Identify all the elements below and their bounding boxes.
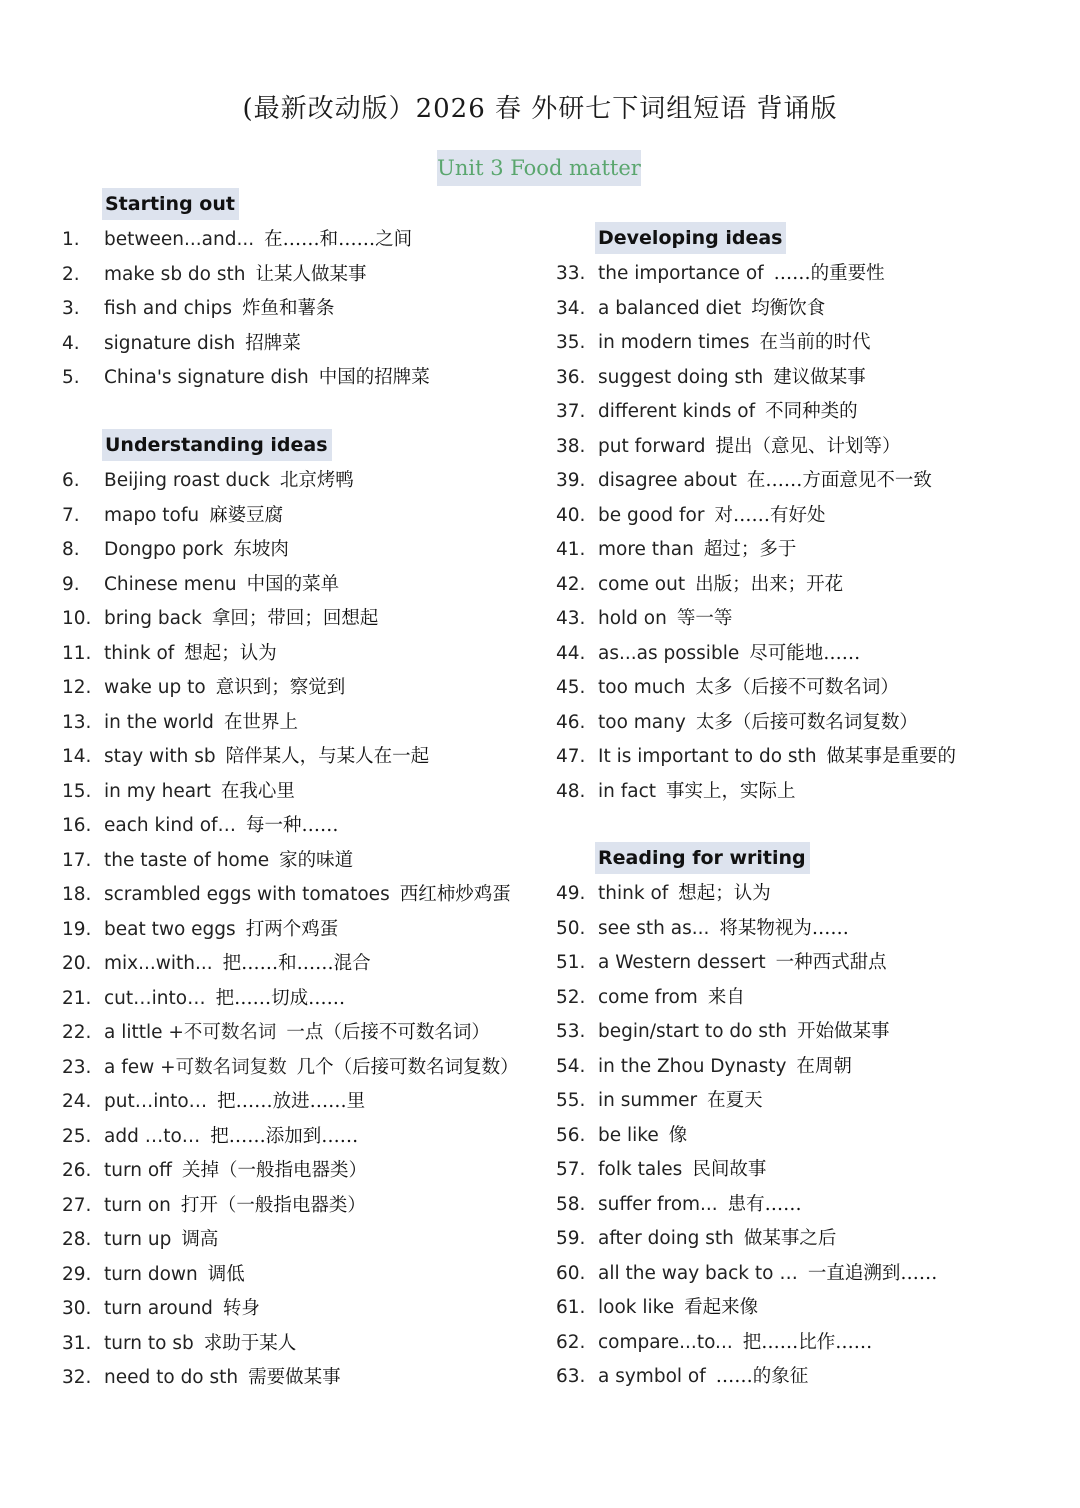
chinese-meaning: 太多（后接可数名词复数） xyxy=(695,711,918,733)
phrase-item xyxy=(62,329,301,359)
chinese-meaning: 西红柿炒鸡蛋 xyxy=(399,884,511,905)
item-number: 16. xyxy=(62,815,92,836)
phrase-item xyxy=(556,397,858,427)
phrase-item xyxy=(556,1328,872,1358)
chinese-meaning: 想起；认为 xyxy=(184,642,277,664)
english-phrase: folk tales xyxy=(598,1159,683,1180)
section-heading: Understanding ideas xyxy=(102,429,332,461)
phrase-item xyxy=(62,1294,260,1324)
item-number: 6. xyxy=(62,470,80,491)
phrase-item xyxy=(62,915,338,945)
item-number: 21. xyxy=(62,987,92,1009)
phrase-item xyxy=(62,673,345,703)
english-phrase: need to do sth xyxy=(104,1367,239,1388)
phrase-item xyxy=(62,1122,358,1152)
english-phrase: wake up to xyxy=(104,677,206,698)
item-number: 24. xyxy=(62,1091,92,1112)
english-phrase: after doing sth xyxy=(598,1228,734,1249)
item-number: 52. xyxy=(556,986,586,1008)
phrase-item xyxy=(556,259,885,289)
item-number: 23. xyxy=(62,1056,92,1078)
english-phrase: Beijing roast duck xyxy=(104,470,270,491)
english-phrase: fish and chips xyxy=(104,298,233,319)
item-number: 14. xyxy=(62,746,92,767)
item-number: 2. xyxy=(62,263,80,285)
phrase-item xyxy=(62,1260,245,1290)
chinese-meaning: 一直追溯到…… xyxy=(807,1262,938,1284)
chinese-meaning: 提出（意见、计划等） xyxy=(715,435,901,457)
english-phrase: think of xyxy=(598,883,669,904)
english-phrase: be good for xyxy=(598,504,705,526)
item-number: 30. xyxy=(62,1298,92,1319)
chinese-meaning: 一种西式甜点 xyxy=(775,952,887,973)
item-number: 58. xyxy=(556,1193,586,1215)
english-phrase: different kinds of xyxy=(598,401,756,422)
chinese-meaning: 把……添加到…… xyxy=(210,1125,359,1147)
phrase-item xyxy=(62,880,511,910)
phrase-item xyxy=(62,984,345,1014)
item-number: 4. xyxy=(62,332,80,354)
item-number: 56. xyxy=(556,1124,586,1146)
item-number: 20. xyxy=(62,953,92,974)
chinese-meaning: 在当前的时代 xyxy=(759,332,871,353)
phrase-item xyxy=(556,1052,852,1082)
phrase-item xyxy=(556,708,918,738)
phrase-item xyxy=(62,811,339,841)
english-phrase: signature dish xyxy=(104,332,236,354)
english-phrase: turn up xyxy=(104,1229,172,1250)
phrase-item xyxy=(62,708,298,738)
phrase-item xyxy=(556,328,871,358)
english-phrase: put…into… xyxy=(104,1091,208,1112)
chinese-meaning: 调低 xyxy=(207,1263,245,1285)
phrase-item xyxy=(62,1225,218,1255)
item-number: 18. xyxy=(62,884,92,905)
phrase-item xyxy=(556,432,901,462)
item-number: 53. xyxy=(556,1021,586,1042)
chinese-meaning: 把……放进……里 xyxy=(217,1091,366,1112)
item-number: 38. xyxy=(556,435,586,457)
phrase-item xyxy=(62,1329,296,1359)
chinese-meaning: 把……和……混合 xyxy=(222,953,371,974)
chinese-meaning: 家的味道 xyxy=(279,849,354,871)
item-number: 62. xyxy=(556,1331,586,1353)
english-phrase: bring back xyxy=(104,608,202,629)
chinese-meaning: 患有…… xyxy=(727,1193,802,1215)
english-phrase: each kind of… xyxy=(104,815,237,836)
item-number: 37. xyxy=(556,401,586,422)
english-phrase: see sth as... xyxy=(598,917,710,939)
english-phrase: mapo tofu xyxy=(104,504,200,526)
chinese-meaning: 关掉（一般指电器类） xyxy=(181,1160,367,1181)
chinese-meaning: 北京烤鸭 xyxy=(279,470,354,491)
section-heading: Starting out xyxy=(102,188,239,220)
chinese-meaning: 求助于某人 xyxy=(203,1332,297,1354)
phrase-item xyxy=(62,1018,490,1048)
english-phrase: too much xyxy=(598,677,686,698)
phrase-item xyxy=(556,294,825,324)
chinese-meaning: 做某事是重要的 xyxy=(826,746,957,767)
english-phrase: come from xyxy=(598,986,698,1008)
item-number: 54. xyxy=(556,1055,586,1077)
english-phrase: cut…into… xyxy=(104,987,206,1009)
phrase-item xyxy=(556,777,796,807)
phrase-item xyxy=(62,1087,365,1117)
item-number: 22. xyxy=(62,1022,92,1043)
chinese-meaning: 招牌菜 xyxy=(245,332,301,354)
item-number: 17. xyxy=(62,849,92,871)
chinese-meaning: 均衡饮食 xyxy=(751,297,826,319)
item-number: 40. xyxy=(556,504,586,526)
english-phrase: add …to… xyxy=(104,1125,201,1147)
english-phrase: Dongpo pork xyxy=(104,539,224,560)
phrase-item xyxy=(62,1053,519,1083)
phrase-item xyxy=(62,639,277,669)
english-phrase: turn down xyxy=(104,1263,198,1285)
english-phrase: It is important to do sth xyxy=(598,746,817,767)
english-phrase: think of xyxy=(104,642,175,664)
item-number: 11. xyxy=(62,642,92,664)
phrase-item xyxy=(556,1259,937,1289)
chinese-meaning: 民间故事 xyxy=(692,1159,767,1180)
phrase-item xyxy=(556,983,745,1013)
phrase-item xyxy=(62,260,367,290)
phrase-item xyxy=(556,570,843,600)
chinese-meaning: 让某人做某事 xyxy=(255,263,367,285)
chinese-meaning: 一点（后接不可数名词） xyxy=(286,1022,490,1043)
chinese-meaning: 意识到；察觉到 xyxy=(215,677,346,698)
phrase-item xyxy=(556,914,849,944)
english-phrase: a symbol of xyxy=(598,1366,706,1387)
english-phrase: come out xyxy=(598,573,686,595)
chinese-meaning: 打开（一般指电器类） xyxy=(180,1194,366,1216)
phrase-item xyxy=(556,501,825,531)
chinese-meaning: 东坡肉 xyxy=(233,539,289,560)
chinese-meaning: 几个（后接可数名词复数） xyxy=(296,1056,519,1078)
phrase-item xyxy=(62,294,335,324)
english-phrase: beat two eggs xyxy=(104,918,236,940)
item-number: 19. xyxy=(62,918,92,940)
item-number: 31. xyxy=(62,1332,92,1354)
item-number: 29. xyxy=(62,1263,92,1285)
item-number: 32. xyxy=(62,1367,92,1388)
chinese-meaning: 在我心里 xyxy=(220,780,295,802)
phrase-item xyxy=(556,1190,802,1220)
item-number: 55. xyxy=(556,1090,586,1111)
phrase-item xyxy=(556,1293,758,1323)
english-phrase: China's signature dish xyxy=(104,367,309,388)
item-number: 44. xyxy=(556,642,586,664)
english-phrase: scrambled eggs with tomatoes xyxy=(104,884,390,905)
item-number: 15. xyxy=(62,780,92,802)
chinese-meaning: 打两个鸡蛋 xyxy=(245,918,339,940)
english-phrase: compare...to... xyxy=(598,1331,733,1353)
item-number: 63. xyxy=(556,1366,586,1387)
chinese-meaning: 开始做某事 xyxy=(796,1021,890,1042)
item-number: 26. xyxy=(62,1160,92,1181)
item-number: 45. xyxy=(556,677,586,698)
english-phrase: put forward xyxy=(598,435,706,457)
phrase-item xyxy=(62,225,412,255)
chinese-meaning: 在世界上 xyxy=(223,711,298,733)
chinese-meaning: 尽可能地…… xyxy=(749,642,861,664)
chinese-meaning: ……的重要性 xyxy=(773,263,885,284)
item-number: 49. xyxy=(556,883,586,904)
english-phrase: a balanced diet xyxy=(598,297,742,319)
chinese-meaning: 拿回；带回；回想起 xyxy=(211,608,379,629)
english-phrase: disagree about xyxy=(598,470,737,491)
phrase-item xyxy=(556,1086,763,1116)
item-number: 42. xyxy=(556,573,586,595)
item-number: 28. xyxy=(62,1229,92,1250)
english-phrase: a few +可数名词复数 xyxy=(104,1056,287,1078)
chinese-meaning: 需要做某事 xyxy=(248,1367,341,1388)
item-number: 33. xyxy=(556,263,586,284)
phrase-item xyxy=(62,1191,366,1221)
chinese-meaning: 超过；多于 xyxy=(703,539,797,560)
phrase-item xyxy=(556,673,899,703)
phrase-item xyxy=(556,1362,808,1392)
english-phrase: in fact xyxy=(598,780,657,802)
phrase-item xyxy=(62,1363,341,1393)
chinese-meaning: 像 xyxy=(668,1124,688,1146)
english-phrase: the taste of home xyxy=(104,849,270,871)
item-number: 12. xyxy=(62,677,92,698)
chinese-meaning: 太多（后接不可数名词） xyxy=(695,677,899,698)
chinese-meaning: 陪伴某人，与某人在一起 xyxy=(225,746,430,767)
chinese-meaning: 对……有好处 xyxy=(714,504,826,526)
chinese-meaning: 在……和……之间 xyxy=(264,229,413,250)
item-number: 48. xyxy=(556,780,586,802)
item-number: 39. xyxy=(556,470,586,491)
chinese-meaning: 麻婆豆腐 xyxy=(209,504,284,526)
item-number: 41. xyxy=(556,539,586,560)
english-phrase: between...and... xyxy=(104,229,255,250)
english-phrase: stay with sb xyxy=(104,746,216,767)
phrase-item xyxy=(556,742,956,772)
english-phrase: look like xyxy=(598,1297,675,1318)
item-number: 51. xyxy=(556,952,586,973)
chinese-meaning: 中国的招牌菜 xyxy=(318,367,430,388)
phrase-item xyxy=(62,363,430,393)
item-number: 27. xyxy=(62,1194,92,1216)
english-phrase: mix...with... xyxy=(104,953,213,974)
item-number: 50. xyxy=(556,917,586,939)
item-number: 59. xyxy=(556,1228,586,1249)
item-number: 7. xyxy=(62,504,80,526)
chinese-meaning: 在周朝 xyxy=(796,1055,852,1077)
chinese-meaning: 在夏天 xyxy=(707,1090,763,1111)
item-number: 5. xyxy=(62,367,80,388)
chinese-meaning: ……的象征 xyxy=(715,1366,809,1387)
item-number: 35. xyxy=(556,332,586,353)
phrase-item xyxy=(62,777,295,807)
item-number: 43. xyxy=(556,608,586,629)
unit-heading: Unit 3 Food matter xyxy=(437,150,641,186)
phrase-item xyxy=(556,1121,687,1151)
phrase-item xyxy=(62,949,371,979)
phrase-item xyxy=(62,501,283,531)
chinese-meaning: 建议做某事 xyxy=(773,366,866,388)
english-phrase: too many xyxy=(598,711,686,733)
phrase-item xyxy=(556,639,860,669)
chinese-meaning: 看起来像 xyxy=(684,1297,759,1318)
chinese-meaning: 等一等 xyxy=(676,608,733,629)
item-number: 57. xyxy=(556,1159,586,1180)
chinese-meaning: 做某事之后 xyxy=(743,1228,837,1249)
item-number: 34. xyxy=(556,297,586,319)
english-phrase: be like xyxy=(598,1124,659,1146)
phrase-item xyxy=(62,1156,367,1186)
phrase-item xyxy=(62,466,354,496)
english-phrase: in my heart xyxy=(104,780,211,802)
item-number: 9. xyxy=(62,573,80,595)
english-phrase: the importance of xyxy=(598,263,764,284)
section-heading: Developing ideas xyxy=(595,222,786,254)
english-phrase: turn around xyxy=(104,1298,213,1319)
chinese-meaning: 炸鱼和薯条 xyxy=(242,298,335,319)
english-phrase: Chinese menu xyxy=(104,573,237,595)
english-phrase: turn on xyxy=(104,1194,171,1216)
phrase-item xyxy=(62,742,429,772)
chinese-meaning: 把……切成…… xyxy=(215,987,346,1009)
english-phrase: suggest doing sth xyxy=(598,366,764,388)
chinese-meaning: 不同种类的 xyxy=(765,401,858,422)
phrase-item xyxy=(556,466,932,496)
chinese-meaning: 把……比作…… xyxy=(742,1331,873,1353)
english-phrase: as...as possible xyxy=(598,642,740,664)
item-number: 60. xyxy=(556,1262,586,1284)
item-number: 46. xyxy=(556,711,586,733)
english-phrase: in the Zhou Dynasty xyxy=(598,1055,787,1077)
english-phrase: turn off xyxy=(104,1160,172,1181)
phrase-item xyxy=(556,1017,889,1047)
english-phrase: turn to sb xyxy=(104,1332,194,1354)
english-phrase: in modern times xyxy=(598,332,750,353)
phrase-item xyxy=(62,535,289,565)
phrase-item xyxy=(556,1224,836,1254)
chinese-meaning: 转身 xyxy=(222,1298,260,1319)
item-number: 8. xyxy=(62,539,80,560)
item-number: 1. xyxy=(62,229,80,250)
english-phrase: make sb do sth xyxy=(104,263,246,285)
chinese-meaning: 来自 xyxy=(707,986,745,1008)
phrase-item xyxy=(62,846,353,876)
phrase-item xyxy=(62,604,378,634)
item-number: 61. xyxy=(556,1297,586,1318)
item-number: 13. xyxy=(62,711,92,733)
phrase-item xyxy=(556,879,771,909)
english-phrase: in the world xyxy=(104,711,214,733)
item-number: 10. xyxy=(62,608,92,629)
chinese-meaning: 中国的菜单 xyxy=(246,573,340,595)
item-number: 47. xyxy=(556,746,586,767)
item-number: 36. xyxy=(556,366,586,388)
phrase-item xyxy=(556,535,796,565)
page-title: (最新改动版）2026 春 外研七下词组短语 背诵版 xyxy=(242,94,838,124)
chinese-meaning: 每一种…… xyxy=(246,815,339,836)
chinese-meaning: 将某物视为…… xyxy=(719,917,849,939)
english-phrase: begin/start to do sth xyxy=(598,1021,787,1042)
english-phrase: more than xyxy=(598,539,694,560)
english-phrase: in summer xyxy=(598,1090,698,1111)
english-phrase: a little +不可数名词 xyxy=(104,1022,277,1043)
item-number: 25. xyxy=(62,1125,92,1147)
phrase-item xyxy=(556,363,866,393)
chinese-meaning: 出版；出来；开花 xyxy=(695,573,844,595)
chinese-meaning: 事实上，实际上 xyxy=(666,780,796,802)
phrase-item xyxy=(556,1155,766,1185)
english-phrase: hold on xyxy=(598,608,667,629)
chinese-meaning: 调高 xyxy=(181,1229,219,1250)
chinese-meaning: 在……方面意见不一致 xyxy=(746,470,932,491)
item-number: 3. xyxy=(62,298,80,319)
phrase-item xyxy=(556,948,887,978)
section-heading: Reading for writing xyxy=(595,842,810,874)
phrase-item xyxy=(556,604,732,634)
phrase-item xyxy=(62,570,339,600)
english-phrase: all the way back to … xyxy=(598,1262,798,1284)
chinese-meaning: 想起；认为 xyxy=(678,883,771,904)
english-phrase: a Western dessert xyxy=(598,952,766,973)
english-phrase: suffer from... xyxy=(598,1193,718,1215)
